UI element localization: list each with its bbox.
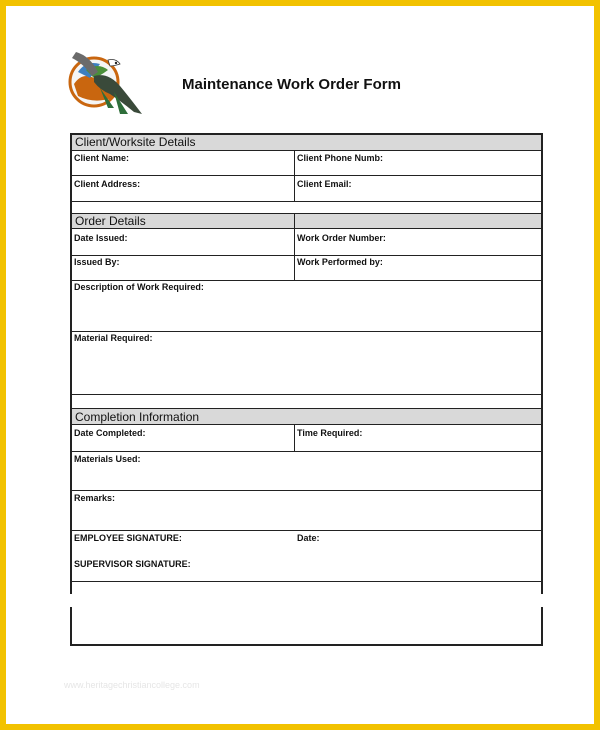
divider	[72, 394, 541, 395]
divider	[72, 280, 541, 281]
signature-date-label: Date:	[297, 533, 320, 543]
divider	[294, 151, 295, 201]
client-address-label: Client Address:	[74, 179, 141, 189]
material-required-label: Material Required:	[74, 333, 153, 343]
form-title: Maintenance Work Order Form	[182, 76, 401, 93]
client-email-label: Client Email:	[297, 179, 352, 189]
divider	[72, 175, 541, 176]
border-gap	[70, 594, 72, 607]
section-header-order: Order Details	[72, 213, 541, 229]
supervisor-signature-label: SUPERVISOR SIGNATURE:	[74, 559, 191, 569]
remarks-label: Remarks:	[74, 493, 116, 503]
divider	[294, 425, 295, 451]
employee-signature-label: EMPLOYEE SIGNATURE:	[74, 533, 182, 543]
watermark-text: www.heritagechristiancollege.com	[64, 680, 200, 690]
materials-used-label: Materials Used:	[74, 454, 141, 464]
divider	[72, 581, 541, 582]
section-header-completion: Completion Information	[72, 408, 541, 425]
time-required-label: Time Required:	[297, 428, 363, 438]
divider	[72, 451, 541, 452]
eagle-logo-icon	[64, 42, 146, 122]
divider	[294, 213, 295, 281]
border-gap	[541, 594, 543, 607]
description-label: Description of Work Required:	[74, 282, 204, 292]
divider	[72, 530, 541, 531]
work-performed-by-label: Work Performed by:	[297, 257, 383, 267]
client-name-label: Client Name:	[74, 153, 130, 163]
client-phone-label: Client Phone Numb:	[297, 153, 383, 163]
divider	[72, 201, 541, 202]
work-order-number-label: Work Order Number:	[297, 233, 386, 243]
divider	[72, 331, 541, 332]
date-issued-label: Date Issued:	[74, 233, 128, 243]
divider	[72, 255, 541, 256]
issued-by-label: Issued By:	[74, 257, 120, 267]
section-header-client: Client/Worksite Details	[72, 135, 541, 151]
work-order-form	[70, 133, 543, 646]
date-completed-label: Date Completed:	[74, 428, 146, 438]
divider	[72, 490, 541, 491]
